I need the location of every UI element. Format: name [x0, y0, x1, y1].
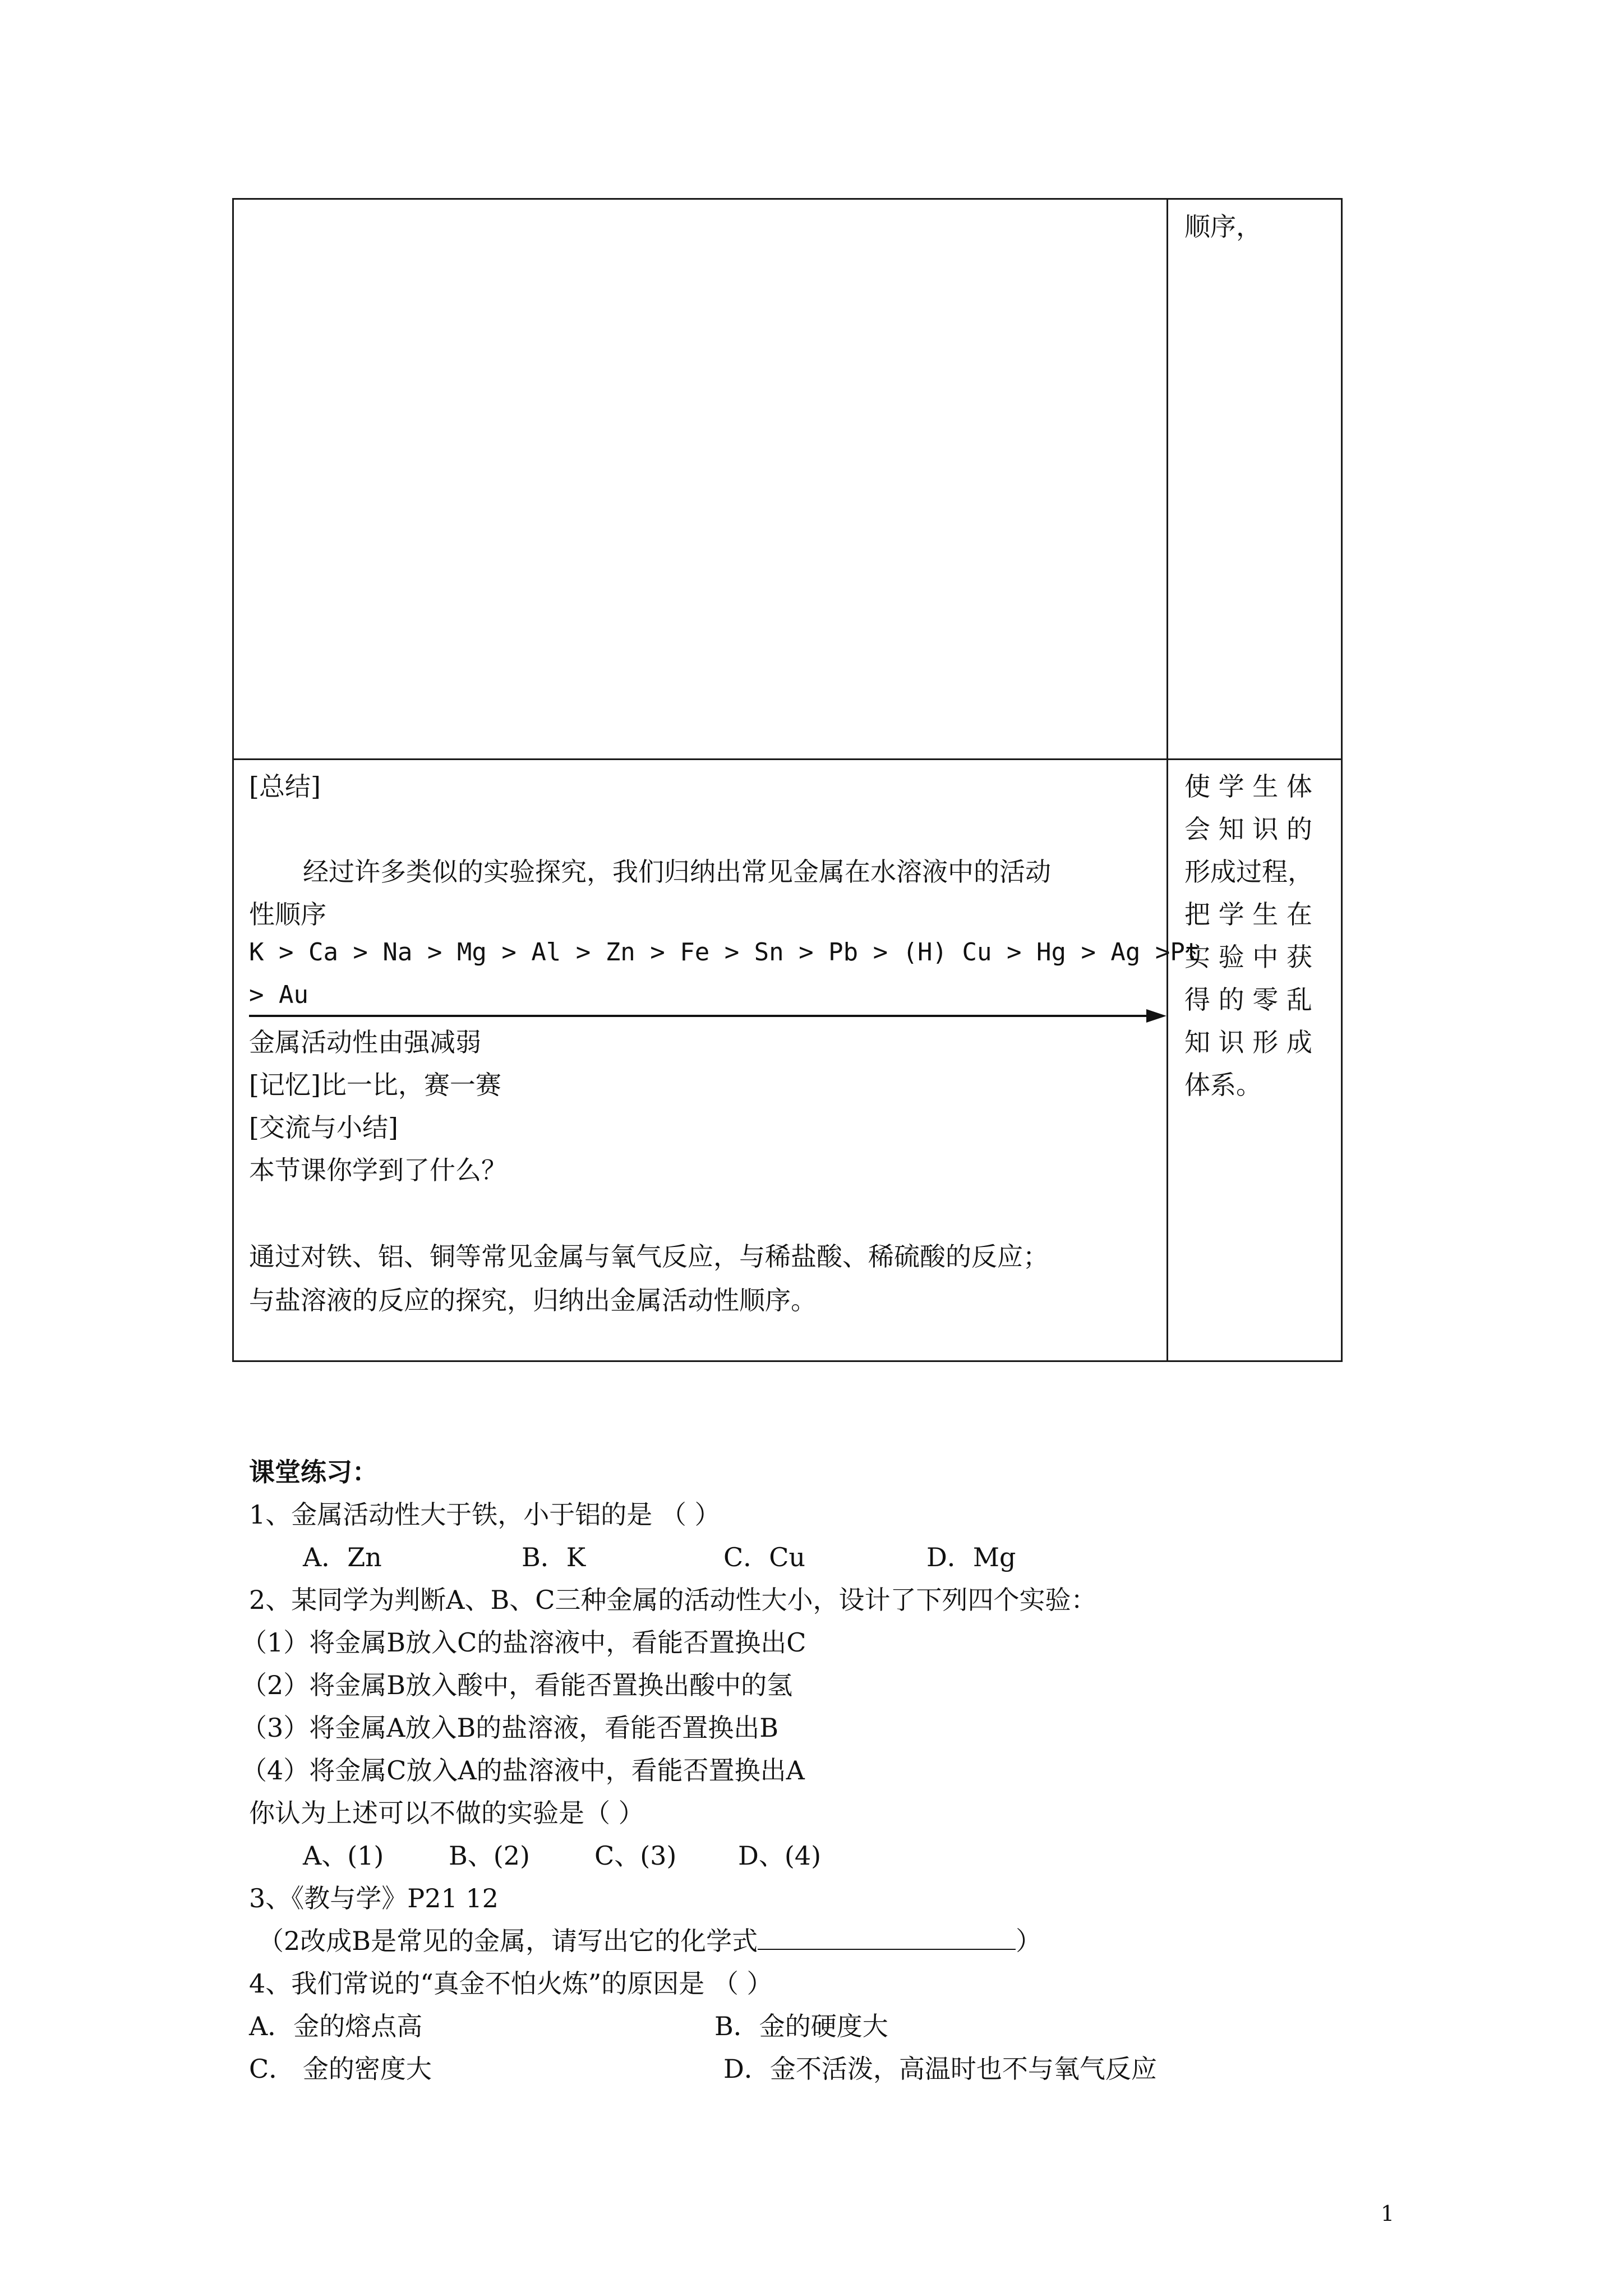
q1-option-a: A．Zn — [303, 1542, 382, 1572]
exchange-label: [交流与小结] — [249, 1112, 398, 1143]
summary-paragraph-line2: 性顺序 — [249, 899, 326, 930]
q2-item-4: （4）将金属C放入A的盐溶液中，看能否置换出A — [241, 1755, 805, 1786]
question-1: 1、金属活动性大于铁，小于铝的是 （ ） — [249, 1499, 721, 1530]
activity-series-line1: K > Ca > Na > Mg > Al > Zn > Fe > Sn > Pb > (H) Cu > Hg > Ag >Pt — [249, 938, 1200, 967]
lesson-table — [232, 198, 1343, 1362]
question-text: 本节课你学到了什么？ — [249, 1155, 507, 1185]
conclusion-line2: 与盐溶液的反应的探究，归纳出金属活动性顺序。 — [249, 1285, 817, 1315]
q4-option-a: A．金的熔点高 — [249, 2011, 423, 2041]
side-note-7: 知 识 形 成 — [1184, 1027, 1312, 1057]
side-note-5: 实 验 中 获 — [1184, 942, 1312, 972]
exercises-heading: 课堂练习： — [249, 1457, 378, 1487]
q3-note — [258, 1921, 1041, 1958]
q2-item-1: （1）将金属B放入C的盐溶液中，看能否置换出C — [241, 1627, 806, 1658]
q2-item-2: （2）将金属B放入酸中，看能否置换出酸中的氢 — [241, 1670, 793, 1700]
side-note-3: 形成过程， — [1184, 857, 1313, 887]
q2-ask: 你认为上述可以不做的实验是（ ） — [249, 1798, 644, 1828]
page-number: 1 — [1381, 2201, 1395, 2226]
q2-option-d: D、(4) — [738, 1841, 822, 1871]
table-column-divider — [1166, 198, 1168, 1362]
memory-label: [记忆]比一比，赛一赛 — [249, 1070, 501, 1100]
q1-option-b: B．K — [522, 1542, 586, 1572]
q2-option-a: A、(1) — [303, 1841, 384, 1871]
summary-heading: [总结] — [249, 771, 321, 802]
top-right-note: 顺序， — [1184, 211, 1262, 242]
q4-option-d: D．金不活泼，高温时也不与氧气反应 — [723, 2054, 1157, 2084]
side-note-2: 会 知 识 的 — [1184, 814, 1312, 844]
question-4: 4、我们常说的“真金不怕火炼”的原因是 （ ） — [249, 1968, 773, 1999]
q3-note-close: ） — [1016, 1926, 1042, 1956]
q2-item-3: （3）将金属A放入B的盐溶液，看能否置换出B — [241, 1713, 779, 1743]
conclusion-line1: 通过对铁、铝、铜等常见金属与氧气反应，与稀盐酸、稀硫酸的反应； — [249, 1241, 1049, 1272]
q1-option-c: C．Cu — [723, 1542, 806, 1572]
arrow-caption: 金属活动性由强减弱 — [249, 1027, 481, 1057]
side-note-8: 体系。 — [1184, 1070, 1262, 1100]
side-note-4: 把 学 生 在 — [1184, 899, 1312, 930]
question-2: 2、某同学为判断A、B、C三种金属的活动性大小，设计了下列四个实验： — [249, 1585, 1097, 1615]
q2-option-b: B、(2) — [449, 1841, 530, 1871]
q4-option-b: B．金的硬度大 — [714, 2011, 888, 2041]
side-note-1: 使 学 生 体 — [1184, 771, 1312, 802]
activity-series-line2: > Au — [249, 981, 308, 1009]
q3-note-text: （2改成B是常见的金属，请写出它的化学式 — [258, 1926, 758, 1956]
q2-option-c: C、(3) — [594, 1841, 677, 1871]
table-row-divider — [232, 758, 1343, 760]
formula-answer-blank[interactable] — [758, 1924, 1016, 1950]
q4-option-c: C． 金的密度大 — [249, 2054, 432, 2084]
side-note-6: 得 的 零 乱 — [1184, 984, 1312, 1015]
q1-option-d: D．Mg — [926, 1542, 1016, 1572]
question-3: 3、《教与学》P21 12 — [249, 1883, 499, 1913]
summary-paragraph-line1: 经过许多类似的实验探究，我们归纳出常见金属在水溶液中的活动 — [303, 857, 1051, 887]
